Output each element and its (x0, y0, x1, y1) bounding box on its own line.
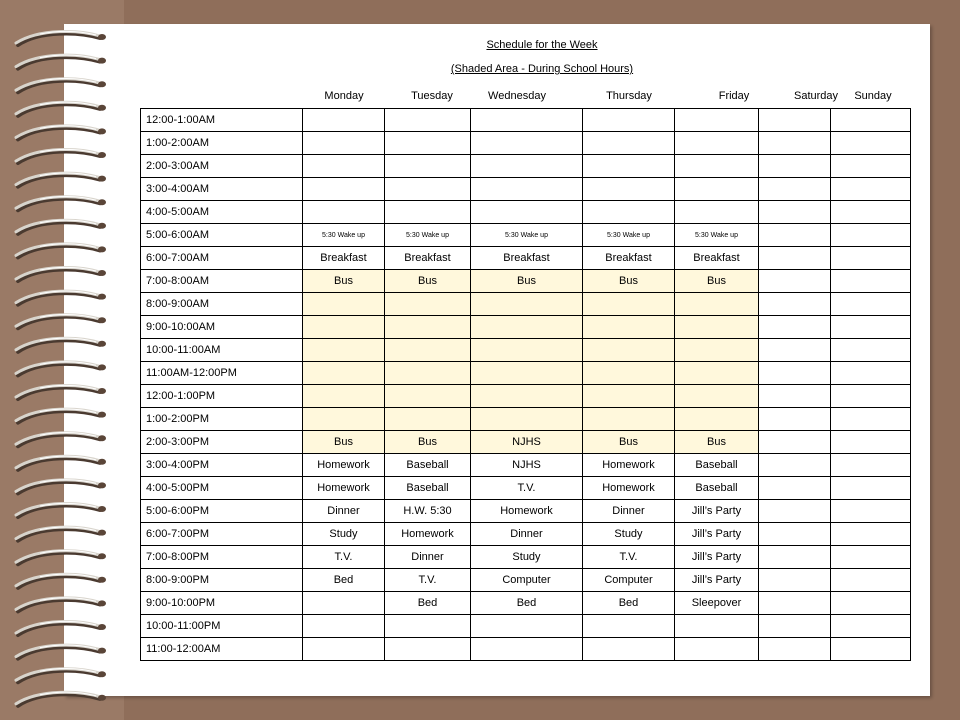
schedule-cell (759, 109, 831, 132)
schedule-row (141, 316, 911, 339)
schedule-row (141, 293, 911, 316)
schedule-cell: Homework (471, 500, 583, 523)
schedule-cell (759, 224, 831, 247)
schedule-cell: T.V. (303, 546, 385, 569)
schedule-cell: Homework (303, 477, 385, 500)
binding-ring (16, 503, 106, 517)
schedule-cell: Bus (303, 431, 385, 454)
schedule-cell (471, 132, 583, 155)
schedule-cell: Baseball (675, 454, 759, 477)
schedule-cell (831, 615, 911, 638)
schedule-cell (759, 316, 831, 339)
time-slot-label: 5:00-6:00PM (141, 500, 303, 523)
schedule-cell (759, 155, 831, 178)
day-header-wednesday: Wednesday (488, 90, 546, 102)
binding-ring (16, 31, 106, 45)
schedule-cell: Homework (583, 454, 675, 477)
schedule-cell (303, 293, 385, 316)
schedule-cell: Baseball (385, 477, 471, 500)
schedule-cell (831, 201, 911, 224)
day-header-sunday: Sunday (854, 90, 892, 102)
schedule-row (141, 362, 911, 385)
schedule-cell: Bed (385, 592, 471, 615)
schedule-cell (471, 155, 583, 178)
schedule-cell (471, 362, 583, 385)
schedule-cell: Baseball (385, 454, 471, 477)
binding-ring (16, 527, 106, 541)
schedule-cell (583, 155, 675, 178)
binding-ring (16, 362, 106, 376)
schedule-cell: 5:30 Wake up (583, 224, 675, 247)
binding-ring (16, 409, 106, 423)
schedule-row (141, 500, 911, 523)
schedule-row (141, 109, 911, 132)
schedule-row (141, 615, 911, 638)
schedule-row (141, 546, 911, 569)
time-slot-label: 12:00-1:00PM (141, 385, 303, 408)
schedule-cell (583, 293, 675, 316)
binding-ring (16, 456, 106, 470)
schedule-cell (583, 362, 675, 385)
binding-ring (16, 480, 106, 494)
schedule-cell (759, 408, 831, 431)
schedule-row (141, 638, 911, 661)
time-slot-label: 9:00-10:00PM (141, 592, 303, 615)
binding-ring (16, 669, 106, 683)
time-slot-label: 3:00-4:00AM (141, 178, 303, 201)
schedule-cell (385, 293, 471, 316)
schedule-cell (831, 339, 911, 362)
schedule-cell (303, 132, 385, 155)
time-slot-label: 10:00-11:00PM (141, 615, 303, 638)
schedule-cell (471, 109, 583, 132)
time-slot-label: 7:00-8:00PM (141, 546, 303, 569)
schedule-cell (759, 132, 831, 155)
schedule-cell (831, 500, 911, 523)
schedule-cell (759, 339, 831, 362)
binding-ring (16, 197, 106, 211)
schedule-cell (303, 408, 385, 431)
schedule-cell (759, 523, 831, 546)
schedule-row (141, 523, 911, 546)
schedule-cell: Breakfast (583, 247, 675, 270)
schedule-cell: T.V. (471, 477, 583, 500)
binding-ring (16, 173, 106, 187)
time-slot-label: 11:00AM-12:00PM (141, 362, 303, 385)
schedule-cell (759, 615, 831, 638)
schedule-cell (759, 546, 831, 569)
binding-ring (16, 574, 106, 588)
schedule-cell (385, 155, 471, 178)
schedule-cell (303, 385, 385, 408)
time-slot-label: 8:00-9:00AM (141, 293, 303, 316)
time-slot-label: 11:00-12:00AM (141, 638, 303, 661)
binding-ring (16, 267, 106, 281)
schedule-cell (583, 408, 675, 431)
schedule-row (141, 454, 911, 477)
schedule-cell: Study (471, 546, 583, 569)
schedule-cell (759, 293, 831, 316)
schedule-page (64, 24, 930, 696)
time-slot-label: 9:00-10:00AM (141, 316, 303, 339)
schedule-cell (471, 339, 583, 362)
schedule-cell (831, 293, 911, 316)
schedule-cell (385, 339, 471, 362)
schedule-cell (385, 362, 471, 385)
schedule-cell: Dinner (471, 523, 583, 546)
schedule-cell (759, 247, 831, 270)
time-slot-label: 6:00-7:00AM (141, 247, 303, 270)
schedule-cell (831, 408, 911, 431)
day-header-tuesday: Tuesday (411, 90, 453, 102)
schedule-cell: Dinner (303, 500, 385, 523)
schedule-cell: Breakfast (385, 247, 471, 270)
schedule-cell: Bus (385, 431, 471, 454)
binding-ring (16, 385, 106, 399)
schedule-cell: 5:30 Wake up (471, 224, 583, 247)
schedule-cell (759, 500, 831, 523)
schedule-row (141, 477, 911, 500)
schedule-row (141, 592, 911, 615)
schedule-cell (471, 293, 583, 316)
schedule-cell (583, 201, 675, 224)
schedule-row (141, 132, 911, 155)
schedule-cell (675, 615, 759, 638)
schedule-cell (675, 178, 759, 201)
schedule-cell (831, 247, 911, 270)
schedule-cell: Computer (583, 569, 675, 592)
schedule-cell: Dinner (583, 500, 675, 523)
schedule-cell (303, 201, 385, 224)
schedule-cell (759, 431, 831, 454)
schedule-cell (471, 201, 583, 224)
schedule-cell (675, 201, 759, 224)
time-slot-label: 12:00-1:00AM (141, 109, 303, 132)
schedule-table (140, 108, 911, 661)
schedule-cell: Bus (583, 431, 675, 454)
schedule-cell (303, 615, 385, 638)
schedule-cell (831, 362, 911, 385)
schedule-cell: Bed (471, 592, 583, 615)
schedule-cell: Study (583, 523, 675, 546)
schedule-cell: Jill’s Party (675, 523, 759, 546)
schedule-cell (831, 592, 911, 615)
schedule-cell (759, 569, 831, 592)
schedule-cell: NJHS (471, 431, 583, 454)
day-header-saturday: Saturday (793, 90, 839, 102)
schedule-cell (831, 109, 911, 132)
time-slot-label: 4:00-5:00AM (141, 201, 303, 224)
page-subtitle: (Shaded Area - During School Hours) (450, 63, 634, 75)
schedule-cell: Jill’s Party (675, 500, 759, 523)
schedule-cell: Computer (471, 569, 583, 592)
schedule-cell (675, 362, 759, 385)
schedule-row (141, 224, 911, 247)
schedule-cell (675, 408, 759, 431)
schedule-cell (385, 201, 471, 224)
schedule-cell (759, 477, 831, 500)
schedule-cell: Breakfast (303, 247, 385, 270)
schedule-cell (303, 178, 385, 201)
binding-ring (16, 55, 106, 69)
schedule-cell (303, 316, 385, 339)
schedule-cell (385, 109, 471, 132)
binding-ring (16, 645, 106, 659)
schedule-cell (675, 316, 759, 339)
schedule-cell: 5:30 Wake up (385, 224, 471, 247)
schedule-cell: H.W. 5:30 (385, 500, 471, 523)
schedule-cell: Bus (303, 270, 385, 293)
schedule-cell (759, 201, 831, 224)
time-slot-label: 4:00-5:00PM (141, 477, 303, 500)
time-slot-label: 1:00-2:00PM (141, 408, 303, 431)
schedule-cell: Bus (675, 431, 759, 454)
schedule-cell (583, 132, 675, 155)
schedule-cell (831, 132, 911, 155)
schedule-cell (471, 178, 583, 201)
schedule-cell (385, 132, 471, 155)
schedule-cell (303, 109, 385, 132)
schedule-cell (675, 293, 759, 316)
schedule-cell: Study (303, 523, 385, 546)
schedule-cell (583, 385, 675, 408)
schedule-cell (471, 316, 583, 339)
schedule-row (141, 270, 911, 293)
binding-ring (16, 621, 106, 635)
schedule-cell (675, 385, 759, 408)
time-slot-label: 2:00-3:00PM (141, 431, 303, 454)
schedule-cell (583, 615, 675, 638)
schedule-cell (471, 385, 583, 408)
schedule-cell (385, 385, 471, 408)
binding-ring (16, 433, 106, 447)
binding-ring (16, 149, 106, 163)
schedule-cell (759, 454, 831, 477)
schedule-cell (831, 569, 911, 592)
schedule-cell (759, 592, 831, 615)
time-slot-label: 1:00-2:00AM (141, 132, 303, 155)
schedule-cell (583, 339, 675, 362)
day-header-thursday: Thursday (606, 90, 652, 102)
schedule-cell (831, 546, 911, 569)
schedule-cell (385, 638, 471, 661)
schedule-cell (759, 270, 831, 293)
schedule-cell: Homework (303, 454, 385, 477)
schedule-cell (759, 385, 831, 408)
schedule-cell (471, 638, 583, 661)
schedule-cell: Homework (385, 523, 471, 546)
schedule-cell (583, 638, 675, 661)
schedule-cell (303, 362, 385, 385)
time-slot-label: 7:00-8:00AM (141, 270, 303, 293)
schedule-cell (385, 615, 471, 638)
schedule-cell (471, 408, 583, 431)
schedule-cell: Bus (675, 270, 759, 293)
schedule-cell: 5:30 Wake up (303, 224, 385, 247)
schedule-cell: Sleepover (675, 592, 759, 615)
schedule-cell (675, 109, 759, 132)
schedule-cell (831, 454, 911, 477)
schedule-cell: Homework (583, 477, 675, 500)
binding-ring (16, 338, 106, 352)
schedule-cell (831, 155, 911, 178)
binding-ring (16, 551, 106, 565)
schedule-row (141, 201, 911, 224)
schedule-row (141, 569, 911, 592)
schedule-cell (303, 339, 385, 362)
schedule-cell (385, 178, 471, 201)
schedule-cell: 5:30 Wake up (675, 224, 759, 247)
day-header-row (64, 84, 930, 108)
schedule-row (141, 178, 911, 201)
schedule-cell: Dinner (385, 546, 471, 569)
schedule-cell (675, 132, 759, 155)
schedule-cell: T.V. (583, 546, 675, 569)
schedule-cell: Jill’s Party (675, 546, 759, 569)
schedule-cell (583, 316, 675, 339)
schedule-cell: Bed (583, 592, 675, 615)
schedule-cell: Bed (303, 569, 385, 592)
schedule-cell (831, 270, 911, 293)
schedule-cell (583, 109, 675, 132)
schedule-cell: Bus (385, 270, 471, 293)
schedule-row (141, 247, 911, 270)
binding-ring (16, 79, 106, 93)
time-slot-label: 2:00-3:00AM (141, 155, 303, 178)
schedule-cell: Breakfast (471, 247, 583, 270)
schedule-cell (759, 362, 831, 385)
spiral-binding (0, 0, 130, 720)
schedule-row (141, 408, 911, 431)
schedule-cell (759, 178, 831, 201)
binding-ring (16, 598, 106, 612)
schedule-cell (831, 385, 911, 408)
schedule-cell (831, 224, 911, 247)
schedule-row (141, 431, 911, 454)
schedule-cell (675, 155, 759, 178)
time-slot-label: 10:00-11:00AM (141, 339, 303, 362)
schedule-cell (303, 155, 385, 178)
day-header-monday: Monday (324, 90, 364, 102)
page-title: Schedule for the Week (486, 39, 598, 51)
binding-ring (16, 102, 106, 116)
schedule-cell (675, 638, 759, 661)
schedule-cell (831, 316, 911, 339)
time-slot-label: 5:00-6:00AM (141, 224, 303, 247)
schedule-cell: Jill’s Party (675, 569, 759, 592)
schedule-cell (831, 178, 911, 201)
schedule-cell (675, 339, 759, 362)
schedule-cell (759, 638, 831, 661)
schedule-cell (583, 178, 675, 201)
schedule-cell: Bus (583, 270, 675, 293)
binding-ring (16, 220, 106, 234)
schedule-row (141, 155, 911, 178)
schedule-row (141, 385, 911, 408)
schedule-cell: T.V. (385, 569, 471, 592)
schedule-cell: Bus (471, 270, 583, 293)
binding-ring (16, 315, 106, 329)
time-slot-label: 6:00-7:00PM (141, 523, 303, 546)
time-slot-label: 3:00-4:00PM (141, 454, 303, 477)
binding-ring (16, 291, 106, 305)
schedule-cell (831, 431, 911, 454)
schedule-cell (303, 592, 385, 615)
schedule-cell (831, 477, 911, 500)
schedule-cell (471, 615, 583, 638)
schedule-row (141, 339, 911, 362)
day-header-friday: Friday (718, 90, 750, 102)
binding-ring (16, 692, 106, 706)
schedule-cell (385, 316, 471, 339)
schedule-cell (303, 638, 385, 661)
schedule-cell: Breakfast (675, 247, 759, 270)
schedule-cell: Baseball (675, 477, 759, 500)
binding-ring (16, 126, 106, 140)
schedule-cell: NJHS (471, 454, 583, 477)
schedule-cell (831, 638, 911, 661)
schedule-cell (385, 408, 471, 431)
binding-ring (16, 244, 106, 258)
time-slot-label: 8:00-9:00PM (141, 569, 303, 592)
schedule-cell (831, 523, 911, 546)
